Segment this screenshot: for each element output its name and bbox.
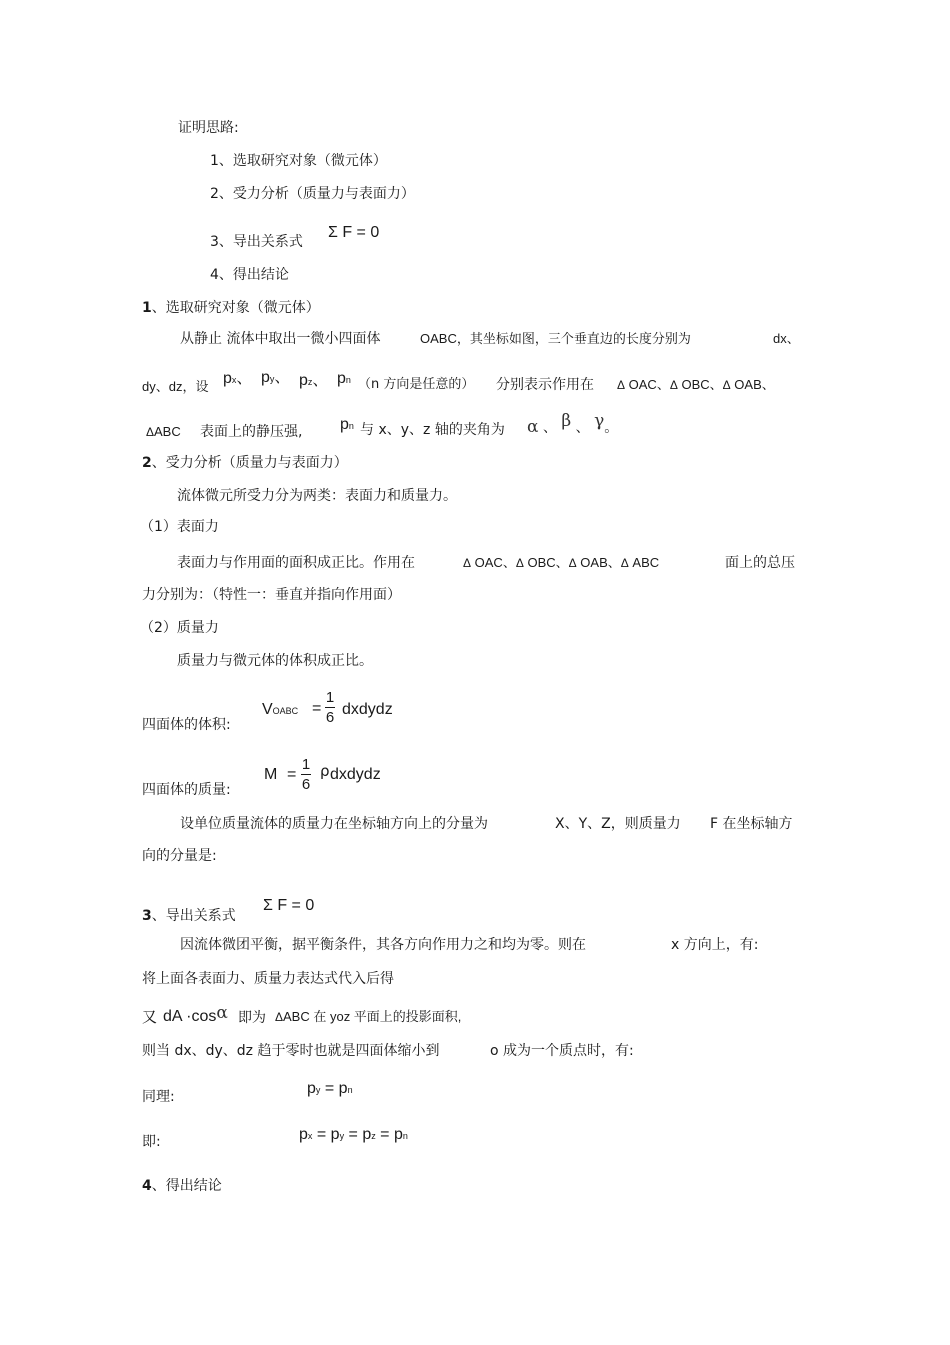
face-abc: ΔABC	[146, 424, 181, 439]
mass-fraction: 1 6	[301, 756, 311, 793]
s1-para-line1c: dx、	[773, 331, 800, 346]
outline-item-4: 4、得出结论	[210, 267, 289, 283]
volume-fraction: 1 6	[325, 689, 335, 726]
s3-line1a: 因流体微团平衡，据平衡条件，其各方向作用力之和均为零。则在	[180, 937, 586, 953]
s2-surface-line2: 力分别为：（特性一：垂直并指向作用面）	[142, 587, 401, 603]
s3-sum-formula: Σ F = 0	[263, 897, 315, 914]
s3-line4a: 则当 dx、dy、dz 趋于零时也就是四面体缩小到	[142, 1043, 440, 1059]
pn-symbol-2: pn	[340, 416, 354, 433]
mass-dxdydz: dxdydz	[330, 766, 381, 783]
s2-unit-line1c: F 在坐标轴方	[710, 816, 793, 832]
s2-unit-line2: 向的分量是:	[142, 848, 217, 864]
s2-mass-line: 质量力与微元体的体积成正比。	[177, 653, 373, 669]
s2-sub1: （1）表面力	[140, 519, 219, 535]
s2-surface-line1: 表面力与作用面的面积成正比。作用在	[177, 555, 415, 571]
same-equation: py = pn	[307, 1080, 353, 1097]
s3-line4b: o 成为一个质点时，有:	[490, 1043, 634, 1059]
final-equation: px = py = pz = pn	[299, 1126, 408, 1143]
s1-para-line3a: 表面上的静压强,	[200, 424, 303, 440]
s2-unit-line1b: X、Y、Z，则质量力	[555, 816, 681, 832]
s3-line1b: x 方向上，有:	[671, 937, 759, 953]
s1-para-line3b: 与 x、y、z 轴的夹角为	[360, 422, 505, 438]
outline-item-3: 3、导出关系式	[210, 234, 303, 250]
outline-heading: 证明思路:	[178, 120, 239, 136]
volume-label: 四面体的体积:	[142, 717, 231, 733]
section-4-heading: 4、得出结论	[142, 1178, 222, 1194]
ji-label: 即:	[142, 1134, 161, 1150]
s2-unit-line1a: 设单位质量流体的质量力在坐标轴方向上的分量为	[180, 816, 488, 832]
mass-label: 四面体的质量:	[142, 782, 231, 798]
s1-para-line1b: OABC，其坐标如图，三个垂直边的长度分别为	[420, 331, 691, 346]
volume-dxdydz: dxdydz	[342, 701, 393, 718]
section-2-heading: 2、受力分析（质量力与表面力）	[142, 455, 348, 471]
s1-para-line1a: 从静止 流体中取出一微小四面体	[180, 331, 381, 347]
same-label: 同理:	[142, 1089, 175, 1105]
outline-sum-formula: Σ F = 0	[328, 224, 380, 241]
s3-line2: 将上面各表面力、质量力表达式代入后得	[142, 971, 394, 987]
rho-symbol: ρ	[320, 762, 330, 780]
outline-item-2: 2、受力分析（质量力与表面力）	[210, 186, 415, 202]
face-list-2: Δ OAC、Δ OBC、Δ OAB、Δ ABC	[463, 555, 660, 570]
section-3-heading: 3、导出关系式	[142, 908, 236, 924]
s2-intro: 流体微元所受力分为两类：表面力和质量力。	[177, 488, 457, 504]
py-symbol: py、	[261, 369, 291, 386]
s3-line3c: 即为	[238, 1010, 266, 1026]
pn-symbol: pn	[337, 370, 351, 387]
s3-line3d: ΔABC 在 yoz 平面上的投影面积,	[275, 1009, 462, 1024]
volume-equals: =	[312, 700, 322, 717]
mass-equals: =	[287, 766, 297, 783]
pz-symbol: pz、	[299, 372, 329, 389]
s1-para-line2a: dy、dz，设	[142, 379, 209, 394]
s2-sub2: （2）质量力	[140, 620, 219, 636]
volume-V: VOABC	[262, 701, 299, 718]
s1-para-line2b: （n 方向是任意的）	[358, 377, 475, 392]
s1-para-line2c: 分别表示作用在	[496, 377, 594, 393]
outline-item-1: 1、选取研究对象（微元体）	[210, 153, 387, 169]
angle-list: α 、 β 、 γ。	[527, 411, 619, 437]
mass-M: M	[264, 766, 278, 783]
s2-surface-line1-end: 面上的总压	[725, 555, 795, 571]
section-1-heading: 1、选取研究对象（微元体）	[142, 300, 320, 316]
s3-line3a: 又	[142, 1008, 158, 1026]
px-symbol: px、	[223, 370, 253, 387]
s3-dA-cos: dA ·cosα	[163, 1003, 228, 1025]
face-list-1: Δ OAC、Δ OBC、Δ OAB、	[617, 377, 775, 392]
